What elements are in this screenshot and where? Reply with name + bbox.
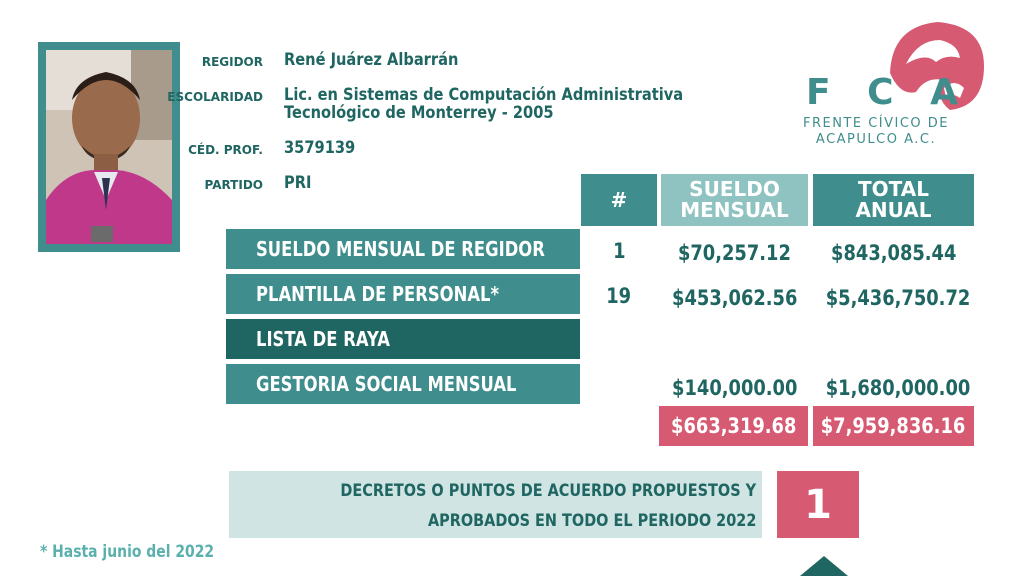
- cell-social-monthly: $140,000.00: [672, 376, 798, 400]
- header-annual-line-2: ANUAL: [855, 198, 932, 222]
- header-monthly-line-1: SUELDO: [689, 177, 780, 201]
- cell-salary-annual: $843,085.44: [830, 241, 957, 265]
- cell-staff-monthly: $453,062.56: [672, 286, 798, 310]
- councilor-photo: [46, 50, 172, 244]
- label-escolaridad: ESCOLARIDAD: [167, 90, 263, 104]
- header-count: #: [581, 174, 657, 226]
- cell-staff-count: 19: [606, 284, 632, 308]
- row-label-salary: SUELDO MENSUAL DE REGIDOR: [226, 229, 580, 269]
- party-value: PRI: [284, 173, 312, 193]
- education-line-2: Tecnológico de Monterrey - 2005: [284, 103, 554, 123]
- header-annual-line-1: TOTAL: [858, 177, 929, 201]
- header-monthly-line-2: MENSUAL: [680, 198, 789, 222]
- total-annual: $7,959,836.16: [813, 406, 974, 446]
- logo-letters: F C A: [806, 72, 970, 113]
- logo-name-line-2: ACAPULCO A.C.: [815, 132, 937, 147]
- cell-salary-monthly: $70,257.12: [678, 241, 791, 265]
- cell-salary-count: 1: [612, 239, 626, 263]
- total-monthly: $663,319.68: [659, 406, 808, 446]
- cedula-value: 3579139: [284, 138, 356, 158]
- logo-name-line-1: FRENTE CÍVICO DE: [802, 116, 950, 131]
- row-label-payroll: LISTA DE RAYA: [226, 319, 580, 359]
- row-label-staff: PLANTILLA DE PERSONAL*: [226, 274, 580, 314]
- footnote: * Hasta junio del 2022: [40, 542, 215, 562]
- label-cedula: CÉD. PROF.: [188, 143, 263, 157]
- row-label-social: GESTORIA SOCIAL MENSUAL: [226, 364, 580, 404]
- cell-social-annual: $1,680,000.00: [825, 376, 971, 400]
- cell-staff-annual: $5,436,750.72: [825, 286, 971, 310]
- regidor-name: René Juárez Albarrán: [284, 50, 459, 70]
- decrees-line-2: APROBADOS EN TODO EL PERIODO 2022: [427, 511, 756, 531]
- education-line-1: Lic. en Sistemas de Computación Administrativa: [284, 85, 684, 105]
- arrow-up-icon: [800, 556, 848, 576]
- decrees-line-1: DECRETOS O PUNTOS DE ACUERDO PROPUESTOS Y: [340, 481, 756, 501]
- header-monthly: [661, 174, 808, 226]
- label-partido: PARTIDO: [204, 178, 263, 192]
- label-regidor: REGIDOR: [201, 55, 263, 69]
- header-annual: [813, 174, 974, 226]
- decrees-count: 1: [777, 471, 859, 538]
